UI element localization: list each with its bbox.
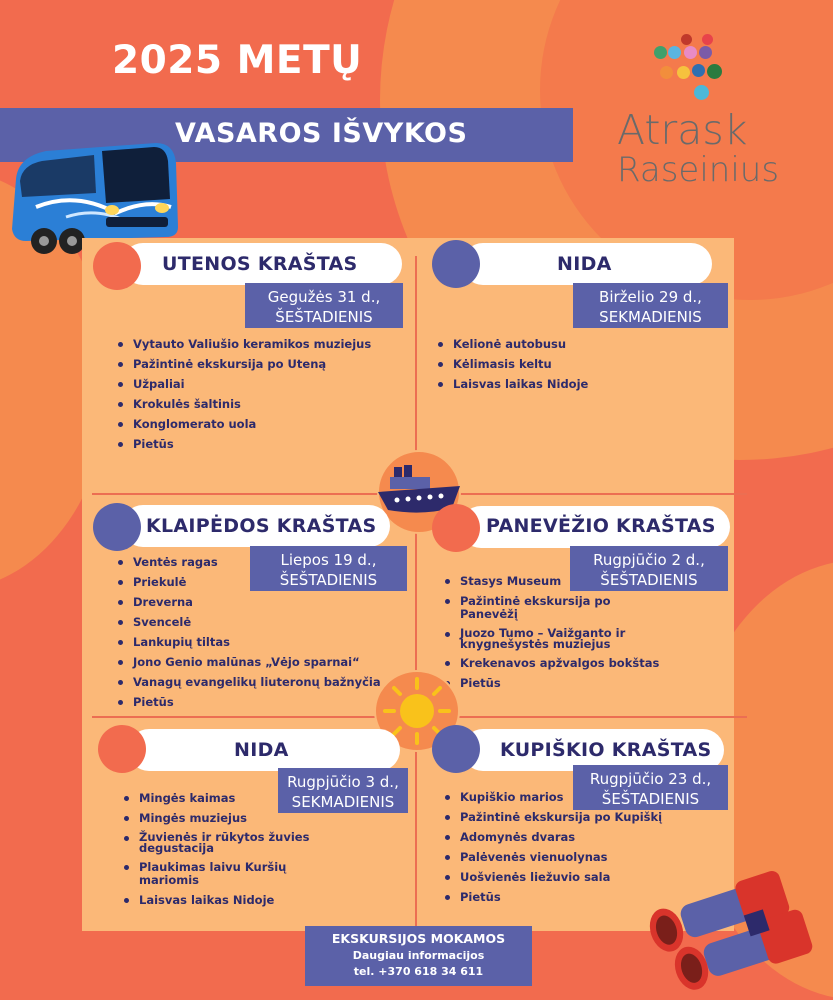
list-item: Krekenavos apžvalgos bokštas — [445, 657, 660, 670]
trip-items — [124, 792, 334, 914]
subtitle: VASAROS IŠVYKOS — [175, 118, 468, 149]
list-item: Laisvas laikas Nidoje — [124, 894, 334, 907]
trip-marker — [432, 240, 480, 288]
list-item: Jono Genio malūnas „Vėjo sparnai“ — [118, 656, 408, 669]
list-item: Dreverna — [118, 596, 408, 609]
list-item: Kupiškio marios — [445, 791, 705, 804]
trip-title: UTENOS KRAŠTAS — [162, 253, 358, 275]
trip-date-line1: Rugpjūčio 3 d., — [287, 773, 399, 791]
trip-date — [245, 283, 403, 328]
list-item: Pažintinė ekskursija po Kupiškį — [445, 811, 705, 824]
list-item: Žuvienės ir rūkytos žuvies degustacija — [124, 832, 334, 854]
trip-date-line1: Rugpjūčio 23 d., — [589, 770, 712, 788]
trip-date-line1: Liepos 19 d., — [280, 551, 377, 569]
trip-title: KLAIPĖDOS KRAŠTAS — [146, 515, 377, 537]
trip-date-line2: SEKMADIENIS — [291, 793, 395, 811]
trip-marker — [432, 725, 480, 773]
trip-items — [438, 338, 718, 398]
list-item: Mingės muziejus — [124, 812, 334, 825]
list-item: Krokulės šaltinis — [118, 398, 408, 411]
list-item: Mingės kaimas — [124, 792, 334, 805]
footer-more-info: Daugiau informacijos — [352, 949, 485, 962]
trip-title: PANEVĖŽIO KRAŠTAS — [486, 515, 716, 537]
list-item: Ventės ragas — [118, 556, 408, 569]
list-item: Pažintinė ekskursija po Uteną — [118, 358, 408, 371]
list-item: Pietūs — [445, 891, 705, 904]
trip-date-line1: Gegužės 31 d., — [267, 288, 381, 306]
footer-phone: tel. +370 618 34 611 — [353, 965, 484, 978]
list-item: Plaukimas laivu Kuršių mariomis — [124, 861, 334, 887]
list-item: Lankupių tiltas — [118, 636, 408, 649]
logo-line-2: Raseinius — [617, 150, 780, 190]
trip-date-line1: Birželio 29 d., — [599, 288, 702, 306]
list-item: Adomynės dvaras — [445, 831, 705, 844]
list-item: Juozo Tumo – Vaižganto ir knygnešystės muziejus — [445, 628, 660, 650]
trip-marker — [432, 504, 480, 552]
trip-date-line1: Rugpjūčio 2 d., — [593, 551, 705, 569]
logo-dots-icon — [650, 30, 725, 102]
trip-marker — [93, 503, 141, 551]
binoculars-icon — [648, 868, 828, 993]
trip-items — [445, 575, 660, 697]
list-item: Svencelė — [118, 616, 408, 629]
footer-info — [305, 926, 532, 986]
trip-date-line2: ŠEŠTADIENIS — [600, 571, 698, 589]
list-item: Kelionė autobusu — [438, 338, 718, 351]
trip-marker — [98, 725, 146, 773]
trip-items — [118, 556, 408, 716]
list-item: Pietūs — [118, 438, 408, 451]
trip-marker — [93, 242, 141, 290]
list-item: Uošvienės liežuvio sala — [445, 871, 705, 884]
divider-vertical — [415, 256, 417, 936]
trip-date-line2: ŠEŠTADIENIS — [279, 571, 378, 589]
year-title: 2025 METŲ — [112, 38, 363, 83]
list-item: Vytauto Valiušio keramikos muziejus — [118, 338, 408, 351]
trip-title: KUPIŠKIO KRAŠTAS — [500, 739, 712, 761]
trip-date-line2: ŠEŠTADIENIS — [275, 308, 373, 326]
trip-title: NIDA — [234, 739, 289, 761]
list-item: Vanagų evangelikų liuteronų bažnyčia — [118, 676, 408, 689]
trip-date-line2: ŠEŠTADIENIS — [601, 790, 700, 808]
list-item: Laisvas laikas Nidoje — [438, 378, 718, 391]
list-item: Stasys Museum — [445, 575, 660, 588]
footer-paid-note: EKSKURSIJOS MOKAMOS — [331, 931, 506, 946]
trip-date — [573, 283, 728, 328]
list-item: Palėvenės vienuolynas — [445, 851, 705, 864]
trip-date-line2: SEKMADIENIS — [599, 308, 702, 326]
list-item: Konglomerato uola — [118, 418, 408, 431]
list-item: Užpaliai — [118, 378, 408, 391]
list-item: Pietūs — [118, 696, 408, 709]
logo-line-1: Atrask — [617, 106, 748, 154]
list-item: Pietūs — [445, 677, 660, 690]
list-item: Priekulė — [118, 576, 408, 589]
trip-items — [118, 338, 408, 458]
logo — [617, 106, 780, 190]
list-item: Pažintinė ekskursija po Panevėžį — [445, 595, 660, 621]
list-item: Kėlimasis keltu — [438, 358, 718, 371]
trip-title: NIDA — [557, 253, 612, 275]
